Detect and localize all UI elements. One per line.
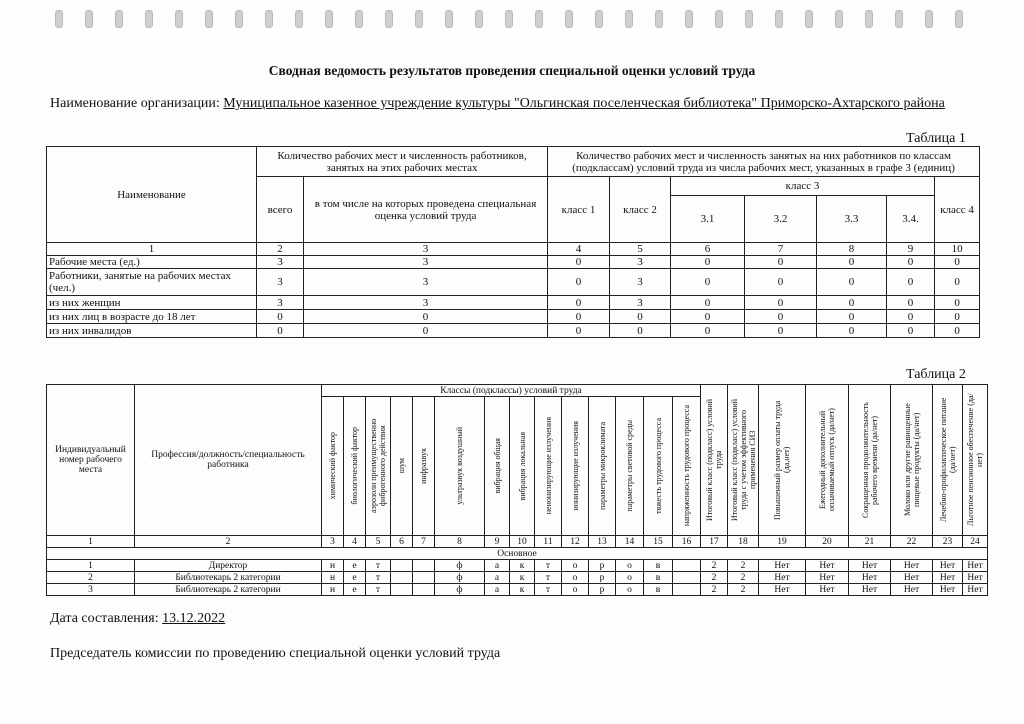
t2-cell-final-class: 2 xyxy=(701,584,728,596)
t2-colnum: 19 xyxy=(759,536,806,548)
t2-header-classes: Классы (подклассы) условий труда xyxy=(322,385,701,397)
t2-factor-text: биологический фактор xyxy=(350,427,359,505)
t1-colnum: 7 xyxy=(745,243,817,256)
t1-cell: 3 xyxy=(610,256,671,269)
t1-cell: 0 xyxy=(935,269,980,296)
t1-row-label: из них инвалидов xyxy=(47,324,257,338)
binding-holes xyxy=(0,0,1024,30)
t1-row-label: из них лиц в возрасте до 18 лет xyxy=(47,310,257,324)
t2-cell-factor xyxy=(391,584,413,596)
t1-cell: 3 xyxy=(304,256,548,269)
t1-cell: 0 xyxy=(548,256,610,269)
t2-cell-final-class-siz: 2 xyxy=(728,572,759,584)
t2-colnum: 22 xyxy=(891,536,933,548)
t2-header-final-siz xyxy=(728,385,759,536)
t1-cell: 3 xyxy=(304,269,548,296)
t2-colnum: 18 xyxy=(728,536,759,548)
t2-cell-guarantee: Нет xyxy=(963,572,988,584)
t2-colnum: 16 xyxy=(673,536,701,548)
t1-header-class3: класс 3 xyxy=(671,177,935,196)
t2-factor-text: тяжесть трудового процесса xyxy=(653,418,663,514)
t1-header-sub: 3.2 xyxy=(745,196,817,243)
t1-cell: 0 xyxy=(671,296,745,310)
t2-colnum: 8 xyxy=(435,536,485,548)
date-label: Дата составления: xyxy=(50,611,159,626)
t2-header-pension xyxy=(963,385,988,536)
t1-cell: 3 xyxy=(610,269,671,296)
t2-cell-factor xyxy=(673,572,701,584)
t2-header-milk xyxy=(891,385,933,536)
t2-row-director xyxy=(47,560,988,572)
t2-colnum: 5 xyxy=(366,536,391,548)
t2-row-librarian xyxy=(47,584,988,596)
t1-cell: 0 xyxy=(935,256,980,269)
t2-cell-factor: ф xyxy=(435,572,485,584)
t1-cell: 3 xyxy=(257,296,304,310)
t2-factor-text: инфразвук xyxy=(419,448,428,484)
t2-cell-final-class: 2 xyxy=(701,572,728,584)
t2-cell-guarantee: Нет xyxy=(849,572,891,584)
t1-colnum: 5 xyxy=(610,243,671,256)
t1-cell: 3 xyxy=(257,256,304,269)
t1-cell: 0 xyxy=(745,310,817,324)
t2-factor-header xyxy=(391,397,413,536)
t1-cell: 0 xyxy=(887,269,935,296)
t2-cell-factor xyxy=(391,572,413,584)
t2-cell-factor: а xyxy=(485,584,510,596)
t1-cell: 0 xyxy=(671,256,745,269)
t1-cell: 0 xyxy=(887,324,935,338)
t2-cell-factor: а xyxy=(485,572,510,584)
t2-colnum: 14 xyxy=(616,536,644,548)
t2-cell-profession: Библиотекарь 2 категории xyxy=(135,572,322,584)
t2-factor-header xyxy=(562,397,589,536)
t1-cell: 0 xyxy=(935,296,980,310)
t2-factor-header xyxy=(485,397,510,536)
t2-colnum: 24 xyxy=(963,536,988,548)
t1-cell: 0 xyxy=(817,324,887,338)
t1-cell: 0 xyxy=(257,324,304,338)
t2-cell-factor: е xyxy=(344,572,366,584)
date-line xyxy=(50,611,225,627)
t1-cell: 0 xyxy=(817,269,887,296)
t1-colnum: 10 xyxy=(935,243,980,256)
t2-cell-factor: р xyxy=(589,584,616,596)
t1-row-disabled xyxy=(47,324,980,338)
t2-header-id: Индивидуальный номер рабочего места xyxy=(47,385,135,536)
t2-cell-factor: н xyxy=(322,572,344,584)
t2-factor-header xyxy=(589,397,616,536)
t2-header-pay-text: Повышенный размер оплаты труда (да,нет) xyxy=(773,400,791,520)
t1-cell: 0 xyxy=(610,310,671,324)
t2-colnum: 17 xyxy=(701,536,728,548)
t1-cell: 0 xyxy=(304,310,548,324)
date-value: 13.12.2022 xyxy=(162,611,226,626)
t1-cell: 0 xyxy=(257,310,304,324)
t2-cell-factor: к xyxy=(510,572,535,584)
t2-factor-header xyxy=(510,397,535,536)
t2-cell-guarantee: Нет xyxy=(891,584,933,596)
t1-cell: 3 xyxy=(304,296,548,310)
t2-header-final xyxy=(701,385,728,536)
t2-header-pay xyxy=(759,385,806,536)
t2-cell-factor: о xyxy=(562,584,589,596)
t1-colnum: 8 xyxy=(817,243,887,256)
t2-cell-factor: к xyxy=(510,560,535,572)
t1-cell: 0 xyxy=(745,256,817,269)
t2-factor-text: параметры световой среды xyxy=(625,420,634,512)
t2-cell-factor: т xyxy=(535,572,562,584)
t2-cell-factor: о xyxy=(616,584,644,596)
t2-factor-text: химический фактор xyxy=(328,432,337,500)
t2-factor-header xyxy=(413,397,435,536)
t1-row-women xyxy=(47,296,980,310)
t1-colnum: 6 xyxy=(671,243,745,256)
t1-cell: 0 xyxy=(745,324,817,338)
t2-colnum: 10 xyxy=(510,536,535,548)
t2-colnum: 7 xyxy=(413,536,435,548)
t2-colnum: 1 xyxy=(47,536,135,548)
t2-factor-header xyxy=(322,397,344,536)
t1-cell: 0 xyxy=(548,269,610,296)
t1-cell: 0 xyxy=(817,256,887,269)
t2-cell-factor xyxy=(413,560,435,572)
t1-row-label: Работники, занятые на рабочих местах (чел.) xyxy=(47,269,257,296)
t1-header-class2: класс 2 xyxy=(610,177,671,243)
t1-cell: 0 xyxy=(671,269,745,296)
t1-header-name: Наименование xyxy=(47,147,257,243)
t2-header-final-text: Итоговый класс (подкласс) условий труда xyxy=(705,398,723,522)
t2-factor-text: аэрозоли преимущественно фиброгенного действия xyxy=(369,418,387,514)
t2-factor-text: неионизирующие излучения xyxy=(543,417,553,515)
t2-cell-factor: в xyxy=(644,572,673,584)
t1-cell: 3 xyxy=(610,296,671,310)
t1-header-sub: 3.1 xyxy=(671,196,745,243)
t1-cell: 0 xyxy=(887,296,935,310)
t1-row-workers xyxy=(47,269,980,296)
t2-header-food xyxy=(933,385,963,536)
t2-factor-text: параметры микроклимата xyxy=(597,422,607,510)
t2-cell-guarantee: Нет xyxy=(933,560,963,572)
t1-cell: 0 xyxy=(817,296,887,310)
t1-row-minors xyxy=(47,310,980,324)
t2-cell-guarantee: Нет xyxy=(806,584,849,596)
t2-factor-header xyxy=(673,397,701,536)
t2-factor-header xyxy=(344,397,366,536)
t2-cell-guarantee: Нет xyxy=(806,572,849,584)
t1-header-class4: класс 4 xyxy=(935,177,980,243)
t1-colnum: 9 xyxy=(887,243,935,256)
t1-header-sub: 3.3 xyxy=(817,196,887,243)
t2-cell-factor: ф xyxy=(435,560,485,572)
t2-header-short-text: Сокращенная продолжительность рабочего времени (да/нет) xyxy=(860,402,879,518)
t2-cell-factor: т xyxy=(535,584,562,596)
t2-cell-factor xyxy=(391,560,413,572)
t2-cell-factor xyxy=(413,572,435,584)
t2-factor-header xyxy=(366,397,391,536)
t2-colnum: 12 xyxy=(562,536,589,548)
t2-cell-factor: т xyxy=(535,560,562,572)
t2-cell-guarantee: Нет xyxy=(891,560,933,572)
t2-cell-factor: о xyxy=(616,572,644,584)
t2-cell-guarantee: Нет xyxy=(806,560,849,572)
t1-cell: 0 xyxy=(548,310,610,324)
t2-cell-factor: т xyxy=(366,560,391,572)
t1-header-sub: 3.4. xyxy=(887,196,935,243)
t1-cell: 0 xyxy=(671,310,745,324)
t2-section-main: Основное xyxy=(47,548,988,560)
t2-cell-factor: а xyxy=(485,560,510,572)
t2-cell-factor: о xyxy=(616,560,644,572)
t2-colnum: 2 xyxy=(135,536,322,548)
t2-cell-id: 1 xyxy=(47,560,135,572)
t2-cell-id: 3 xyxy=(47,584,135,596)
commission-chair-line: Председатель комиссии по проведению специальной оценки условий труда xyxy=(50,646,501,661)
t2-factor-text: вибрация локальная xyxy=(517,431,527,501)
t2-factor-text: шум xyxy=(397,458,406,474)
t2-cell-factor: т xyxy=(366,572,391,584)
t1-colnum: 4 xyxy=(548,243,610,256)
t1-cell: 0 xyxy=(548,324,610,338)
t2-cell-factor xyxy=(413,584,435,596)
t2-cell-guarantee: Нет xyxy=(963,584,988,596)
t2-cell-profession: Библиотекарь 2 категории xyxy=(135,584,322,596)
t1-cell: 0 xyxy=(745,296,817,310)
t1-cell: 0 xyxy=(304,324,548,338)
t2-header-leave xyxy=(806,385,849,536)
t2-cell-factor xyxy=(673,584,701,596)
document-title: Сводная ведомость результатов проведения специальной оценки условий труда xyxy=(268,63,756,78)
t2-cell-factor: о xyxy=(562,560,589,572)
t2-cell-factor: ф xyxy=(435,584,485,596)
t2-colnum: 23 xyxy=(933,536,963,548)
t2-factor-header xyxy=(535,397,562,536)
t2-cell-final-class-siz: 2 xyxy=(728,560,759,572)
t2-colnum: 15 xyxy=(644,536,673,548)
t2-cell-factor: р xyxy=(589,560,616,572)
t2-colnum: 4 xyxy=(344,536,366,548)
table1-label: Таблица 1 xyxy=(906,131,966,146)
t2-cell-factor: о xyxy=(562,572,589,584)
t2-cell-factor xyxy=(673,560,701,572)
t2-header-milk-text: Молоко или другие равноценные пищевые продукты (да/нет) xyxy=(902,403,921,517)
table2 xyxy=(46,384,988,596)
organization-value: Муниципальное казенное учреждение культуры "Ольгинская поселенческая библиотека" Приморско-Ахтарского района xyxy=(223,96,945,111)
t2-cell-factor: н xyxy=(322,584,344,596)
t1-row-label: Рабочие места (ед.) xyxy=(47,256,257,269)
table2-label: Таблица 2 xyxy=(906,367,966,382)
t2-cell-guarantee: Нет xyxy=(933,584,963,596)
t1-header-classes: Количество рабочих мест и численность занятых на них работников по классам (подклассам) условий труда из числа рабочих мест, указанных в графе 3 (единиц) xyxy=(548,147,980,177)
t2-cell-factor: т xyxy=(366,584,391,596)
t2-colnum: 13 xyxy=(589,536,616,548)
t1-cell: 0 xyxy=(887,310,935,324)
t2-cell-factor: н xyxy=(322,560,344,572)
t1-row-workplaces xyxy=(47,256,980,269)
t2-header-leave-text: Ежегодный дополнительный оплачиваемый отпуск (да/нет) xyxy=(818,408,836,512)
t2-cell-final-class-siz: 2 xyxy=(728,584,759,596)
t1-header-total: всего xyxy=(257,177,304,243)
t2-colnum: 20 xyxy=(806,536,849,548)
t2-factor-text: ионизирующие излучения xyxy=(570,421,580,511)
t2-cell-factor: в xyxy=(644,584,673,596)
t1-header-assessed: в том числе на которых проведена специальная оценка условий труда xyxy=(304,177,548,243)
t2-colnum: 11 xyxy=(535,536,562,548)
t2-header-food-text: Лечебно-профилактическое питание (да/нет) xyxy=(938,397,957,523)
t2-cell-factor: е xyxy=(344,560,366,572)
t2-header-profession: Профессия/должность/специальность работника xyxy=(135,385,322,536)
t1-cell: 0 xyxy=(817,310,887,324)
t2-colnum: 6 xyxy=(391,536,413,548)
t2-cell-guarantee: Нет xyxy=(963,560,988,572)
t2-cell-guarantee: Нет xyxy=(759,584,806,596)
t1-header-class1: класс 1 xyxy=(548,177,610,243)
t2-cell-profession: Директор xyxy=(135,560,322,572)
t1-cell: 0 xyxy=(887,256,935,269)
t2-cell-guarantee: Нет xyxy=(849,560,891,572)
t2-factor-text: напряженность трудового процесса xyxy=(682,405,691,527)
t1-row-label: из них женщин xyxy=(47,296,257,310)
t2-cell-guarantee: Нет xyxy=(759,560,806,572)
table1 xyxy=(46,146,980,338)
t2-factor-text: вибрация общая xyxy=(492,438,502,494)
t2-cell-factor: в xyxy=(644,560,673,572)
t1-cell: 0 xyxy=(935,310,980,324)
t2-cell-guarantee: Нет xyxy=(849,584,891,596)
t2-factor-header xyxy=(435,397,485,536)
t2-cell-guarantee: Нет xyxy=(759,572,806,584)
t1-header-count: Количество рабочих мест и численность работников, занятых на этих рабочих местах xyxy=(257,147,548,177)
t2-cell-factor: к xyxy=(510,584,535,596)
t2-cell-id: 2 xyxy=(47,572,135,584)
t1-colnum: 2 xyxy=(257,243,304,256)
t2-cell-factor: е xyxy=(344,584,366,596)
t1-cell: 0 xyxy=(671,324,745,338)
t2-colnum: 9 xyxy=(485,536,510,548)
t1-cell: 0 xyxy=(935,324,980,338)
t1-cell: 0 xyxy=(548,296,610,310)
t2-cell-factor: р xyxy=(589,572,616,584)
organization-label: Наименование организации: xyxy=(50,96,220,111)
t2-factor-text: ультразвук воздушный xyxy=(455,427,464,505)
t2-cell-guarantee: Нет xyxy=(891,572,933,584)
t1-colnum: 3 xyxy=(304,243,548,256)
t2-factor-header xyxy=(616,397,644,536)
t2-row-librarian xyxy=(47,572,988,584)
t2-colnum-row xyxy=(47,536,988,548)
t1-cell: 0 xyxy=(610,324,671,338)
t2-cell-guarantee: Нет xyxy=(933,572,963,584)
t2-header-final-siz-text: Итоговый класс (подкласс) условий труда с учетом эффективного применения СИЗ xyxy=(730,398,757,522)
t1-cell: 0 xyxy=(745,269,817,296)
t2-header-short xyxy=(849,385,891,536)
t2-colnum: 21 xyxy=(849,536,891,548)
t2-factor-header xyxy=(644,397,673,536)
t2-header-pension-text: Льготное пенсионное обеспечение (да/нет) xyxy=(966,393,984,527)
t1-cell: 3 xyxy=(257,269,304,296)
t2-cell-final-class: 2 xyxy=(701,560,728,572)
t1-colnum: 1 xyxy=(47,243,257,256)
organization-line xyxy=(50,96,970,112)
t2-colnum: 3 xyxy=(322,536,344,548)
